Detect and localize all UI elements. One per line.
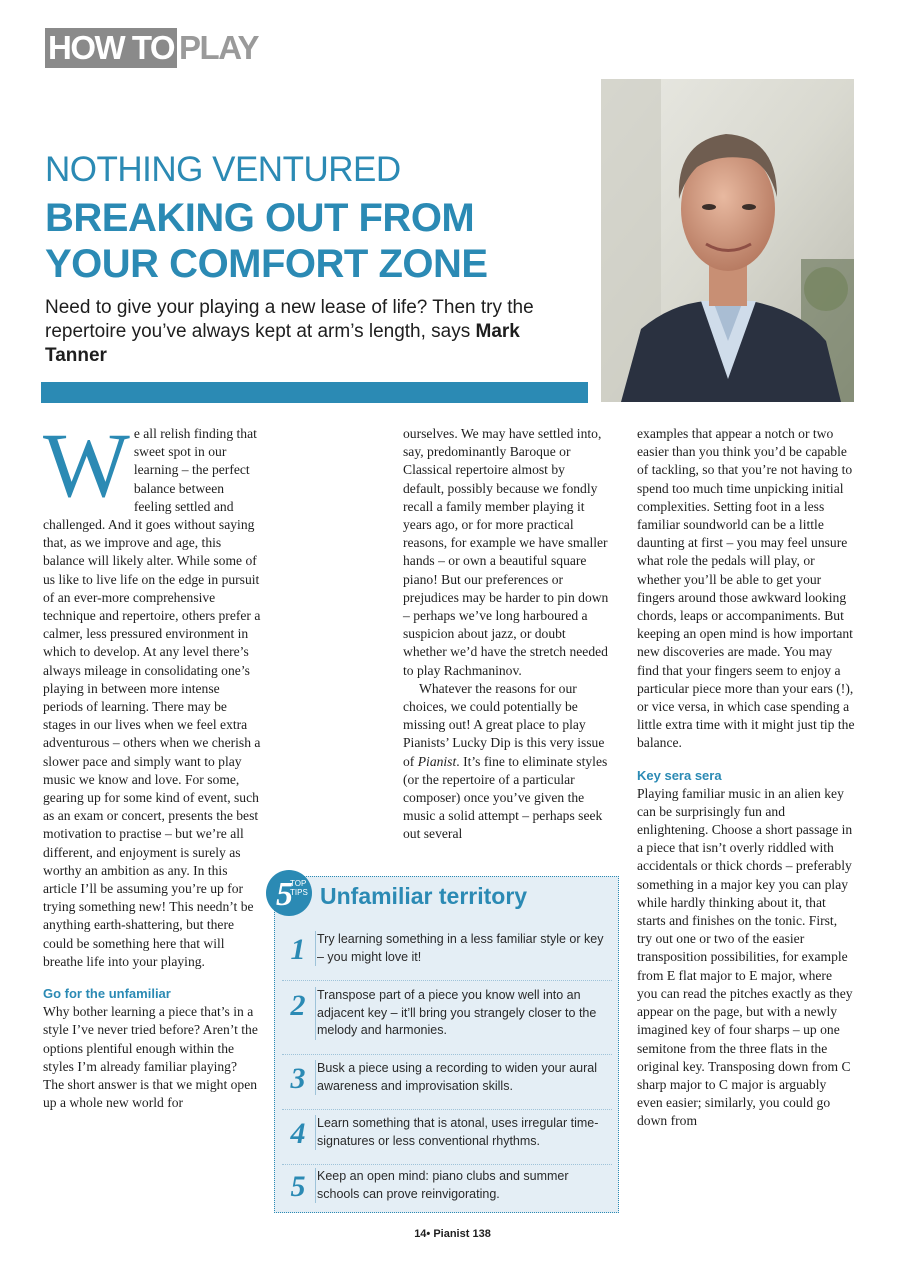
body-paragraph-4-a: Whatever the reasons for our choices, we could potentially be missing out! A great place to play Pianists’ Lucky Dip is this very issue of	[403, 680, 605, 769]
headline-title-line1: BREAKING OUT FROM	[45, 196, 475, 240]
badge-tips: TIPS	[290, 888, 308, 897]
tip-text: Transpose part of a piece you know well into an adjacent key – it’ll bring you strangely closer to the melody and harmonies.	[315, 987, 612, 1040]
headline-title-line2: YOUR COMFORT ZONE	[45, 242, 488, 286]
tip-divider	[282, 1109, 612, 1110]
tips-title: Unfamiliar territory	[320, 883, 528, 909]
body-paragraph-3: ourselves. We may have settled into, say, predominantly Baroque or Classical repertoire almost by default, possibly because we fondly recall a family member playing it years ago, or for more practical reasons, for example we have smaller hands – or own a beautiful square piano! But our preferences or prejudices may be harder to pin down – perhaps we’ve long harboured a suspicion about jazz, or doubt whether we’d have the stretch needed to play Rachmaninov.	[403, 426, 609, 678]
body-paragraph-2: Why bother learning a piece that’s in a style I’ve never tried before? Aren’t the options plentiful enough within the styles I’m already familiar playing? The short answer is that we might open up a whole new world for	[43, 1004, 258, 1111]
accent-bar	[41, 382, 588, 403]
headline-kicker: NOTHING VENTURED	[45, 150, 401, 189]
magazine-title-italic: Pianist	[417, 753, 457, 769]
subhead-key-sera-sera: Key sera sera	[637, 767, 722, 783]
headline-title	[45, 195, 590, 287]
standfirst	[45, 296, 545, 368]
tip-number: 1	[290, 933, 306, 966]
tip-number: 2	[290, 989, 306, 1022]
tip-item	[282, 1060, 612, 1112]
column-2	[403, 425, 609, 844]
section-label-play: PLAY	[179, 29, 259, 66]
body-paragraph-1	[43, 414, 261, 971]
tip-item	[282, 987, 612, 1039]
tip-text: Learn something that is atonal, uses irregular time-signatures or less conventional rhythms.	[315, 1115, 612, 1150]
author-name: Mark Tanner	[45, 321, 520, 366]
page-folio: 14• Pianist 138	[414, 1228, 491, 1240]
tip-text: Try learning something in a less familiar style or key – you might love it!	[315, 931, 612, 966]
standfirst-text: Need to give your playing a new lease of life? Then try the repertoire you’ve always kept at arm’s length, says	[45, 297, 534, 342]
tip-number: 5	[290, 1170, 306, 1203]
tip-item	[282, 931, 612, 983]
body-paragraph-1-text: e all relish finding that sweet spot in our learning – the perfect balance between feeling settled and challenged. And it goes without saying that, as we improve and age, this balance will likely alter. While some of us like to live life on the edge in pursuit of an ever-more comprehensive technique and repertoire, others prefer a calmer, less pressured environment in which to develop. At any level there’s always mileage in consolidating one’s playing in between more intense periods of learning. There may be stages in our lives when we feel extra adventurous – others when we cherish a slower pace and simply want to play music we know and love. For some, gearing up for some kind of event, such as an exam or concert, presents the best motivation to practise – but we’re all different, and enjoyment is surely as worthy an ambition as any. In this article I’ll be assuming you’re up for trying something new! This needn’t be anything earth-shattering, but there could be something here that will breathe life into your playing.	[43, 426, 261, 969]
body-paragraph-5: examples that appear a notch or two easier than you think you’d be capable of tackling, so that you’re not having to spend too much time unpicking initial complexities. Setting foot in a less familiar soundworld can be a little daunting at first – you may feel unsure what role the pedals will play, or whether you’ll be able to get your fingers around those awkward looking chords, leaps or accompaniments. But keeping an open mind is how important new discoveries are made. You may find that your fingers seem to enjoy a particular piece more than your ears (!), or vice versa, in which case spending a little extra time with it might just tip the balance.	[637, 426, 855, 751]
body-paragraph-4-b: . It’s fine to eliminate styles (or the repertoire of a particular composer) once you’ve given the music a solid attempt – perhaps seek out several	[403, 753, 608, 842]
author-photo	[601, 79, 854, 402]
body-paragraph-6: Playing familiar music in an alien key can be surprisingly fun and enlightening. Choose a short passage in a piece that isn’t overly riddled with accidentals or thick chords – preferably something in a major key you can play while hardly thinking about it, that starts and finishes on the tonic. First, try out one or two of the easier transposition possibilities, for example from E flat major to E major, where you can read the pitches exactly as they appear on the page, but with a newly imagined key of four sharps – up one semitone from the three flats in the original key. Transposing down from C sharp major to C major is arguably even easier; similarly, you could go down from	[637, 785, 853, 1129]
section-label-how-to: HOW TO	[45, 28, 177, 68]
tip-number: 4	[290, 1117, 306, 1150]
subhead-go-for-the-unfamiliar: Go for the unfamiliar	[43, 986, 171, 1002]
tip-item	[282, 1168, 612, 1220]
badge-top: TOP	[290, 879, 307, 888]
top-tips-badge	[264, 868, 316, 918]
column-3	[637, 425, 855, 1131]
section-label	[45, 28, 258, 68]
body-paragraph-4	[403, 680, 609, 844]
tip-divider	[282, 980, 612, 981]
tip-number: 3	[290, 1062, 306, 1095]
drop-cap: W	[43, 414, 130, 516]
tip-divider	[282, 1164, 612, 1165]
tip-item	[282, 1115, 612, 1167]
badge-number: 5	[276, 876, 293, 913]
column-1	[43, 414, 261, 1112]
tip-text: Busk a piece using a recording to widen your aural awareness and improvisation skills.	[315, 1060, 612, 1095]
tip-text: Keep an open mind: piano clubs and summer schools can prove reinvigorating.	[315, 1168, 612, 1203]
tip-divider	[282, 1054, 612, 1055]
